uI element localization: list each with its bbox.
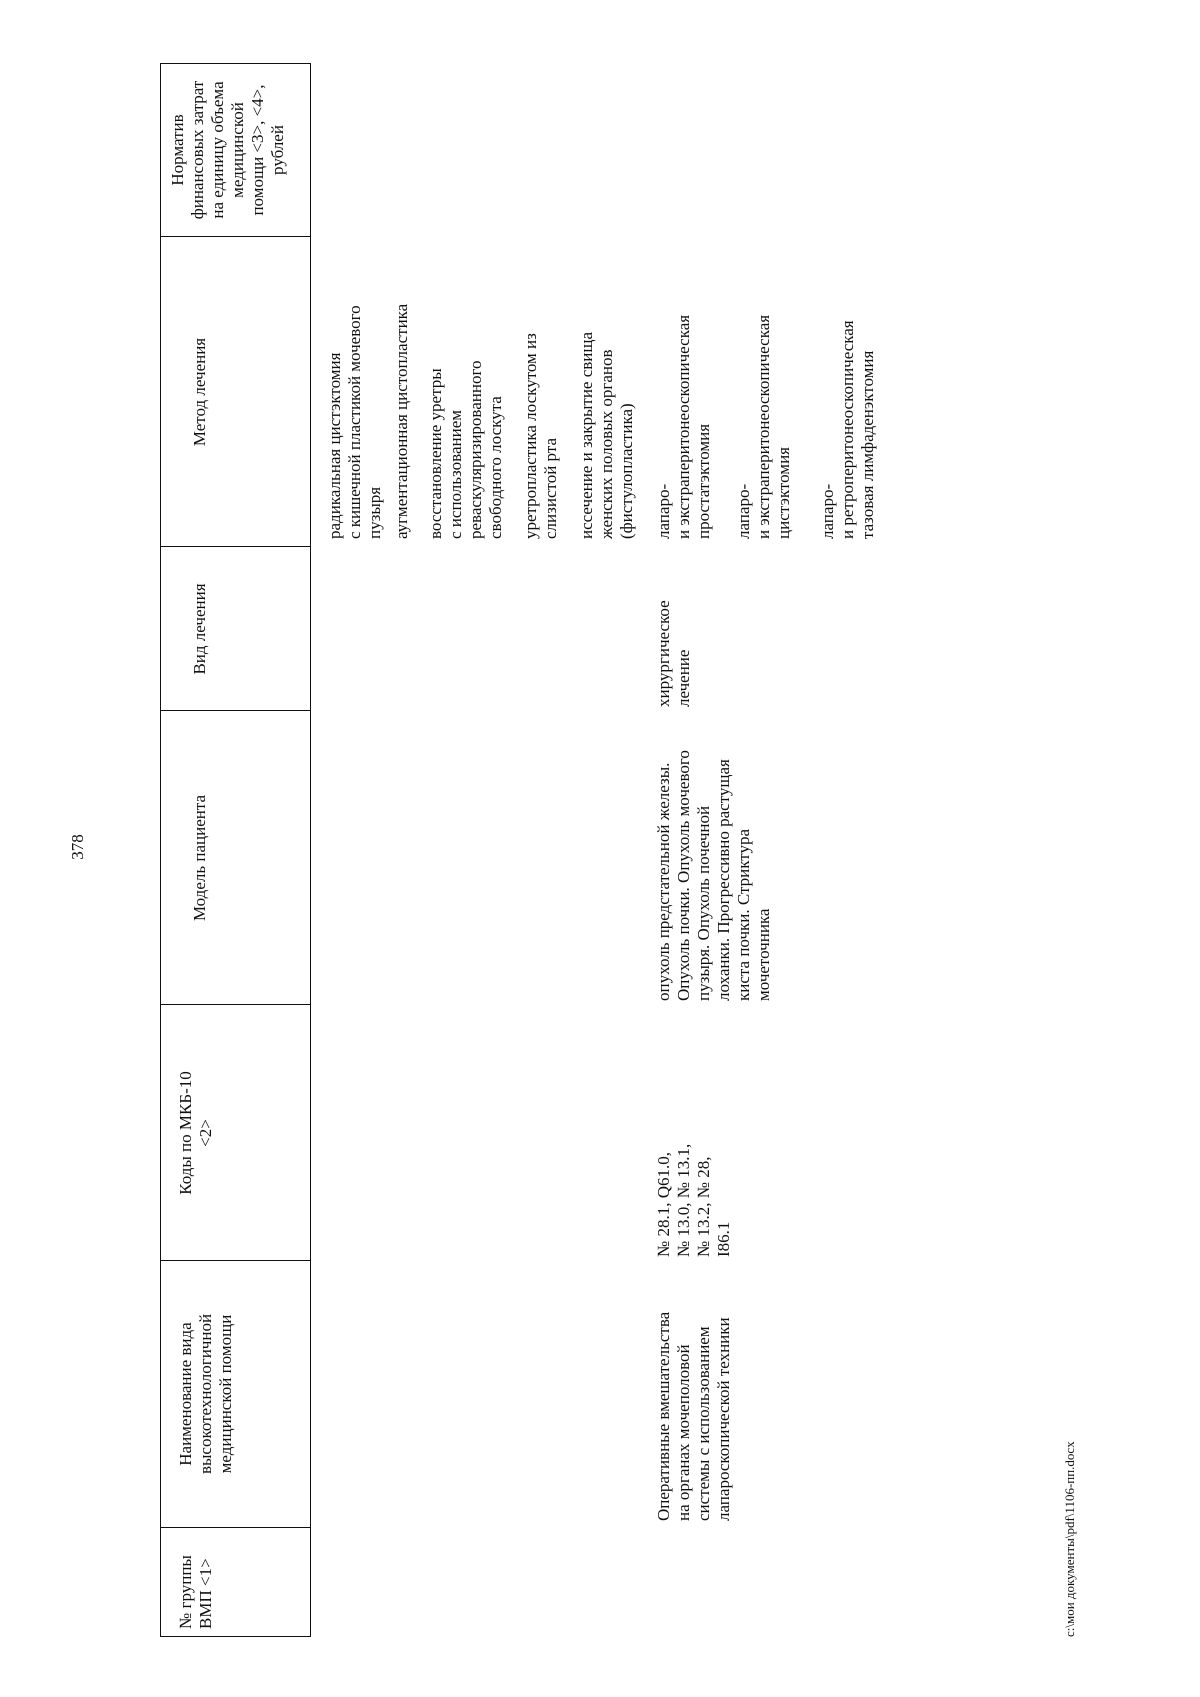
table-top-border [160,63,161,1637]
row-model: опухоль предстательной железы. Опухоль почки. Опухоль мочевого пузыря. Опухоль почечной лоханки. Прогрессивно растущая киста почки. Стриктура мочеточника [654,750,773,1001]
header-border-7 [160,63,311,64]
method-lymphadenectomy: лапаро- и ретроперитонеоскопическая тазовая лимфаденэктомия [818,320,877,539]
header-cost: Норматив финансовых затрат на единицу объема медицинской помощи <3>, <4>, рублей [168,80,287,220]
header-border-4 [160,710,311,711]
method-urethra-restoration: восстановление уретры с использованием реваскуляризированного свободного лоскута [426,360,505,539]
header-border-0 [160,1636,311,1637]
header-border-6 [160,236,311,237]
method-laparo-cystectomy: лапаро- и экстраперитонеоскопическая цистэктомия [734,314,793,539]
method-urethroplasty: уретропластика лоскутом из слизистой рта [521,333,560,539]
header-method: Метод лечения [190,337,209,447]
method-fistuloplasty: иссечение и закрытие свища женских половых органов (фистулопластика) [577,331,636,539]
header-name: Наименование вида высокотехнологичной медицинской помощи [176,1313,235,1475]
header-border-2 [160,1260,311,1261]
header-bottom-border [310,63,311,1637]
header-border-3 [160,1004,311,1005]
header-model: Модель пациента [190,794,209,922]
row-type: хирургическое лечение [654,600,693,707]
method-prostatectomy: лапаро- и экстраперитонеоскопическая простатэктомия [654,314,713,539]
header-type: Вид лечения [190,583,209,675]
header-codes: Коды по МКБ-10 <2> [176,1071,215,1195]
row-codes: № 28.1, Q61.0, № 13.0, № 13.1, № 13.2, № 28, I86.1 [654,1143,733,1257]
header-border-5 [160,546,311,547]
page-number: 378 [68,834,87,860]
header-group-no: № группы ВМП <1> [176,1555,215,1629]
header-border-1 [160,1527,311,1528]
method-augmentation-cystoplasty: аугментационная цистопластика [392,303,411,539]
footer-file-path: c:\мои документы\pdf\1106-пп.docx [1062,1441,1077,1637]
row-name: Оперативные вмешательства на органах мочеполовой системы с использованием лапароскопической техники [654,1311,733,1521]
method-radical-cystectomy: радикальная цистэктомия с кишечной пластикой мочевого пузыря [325,305,384,539]
